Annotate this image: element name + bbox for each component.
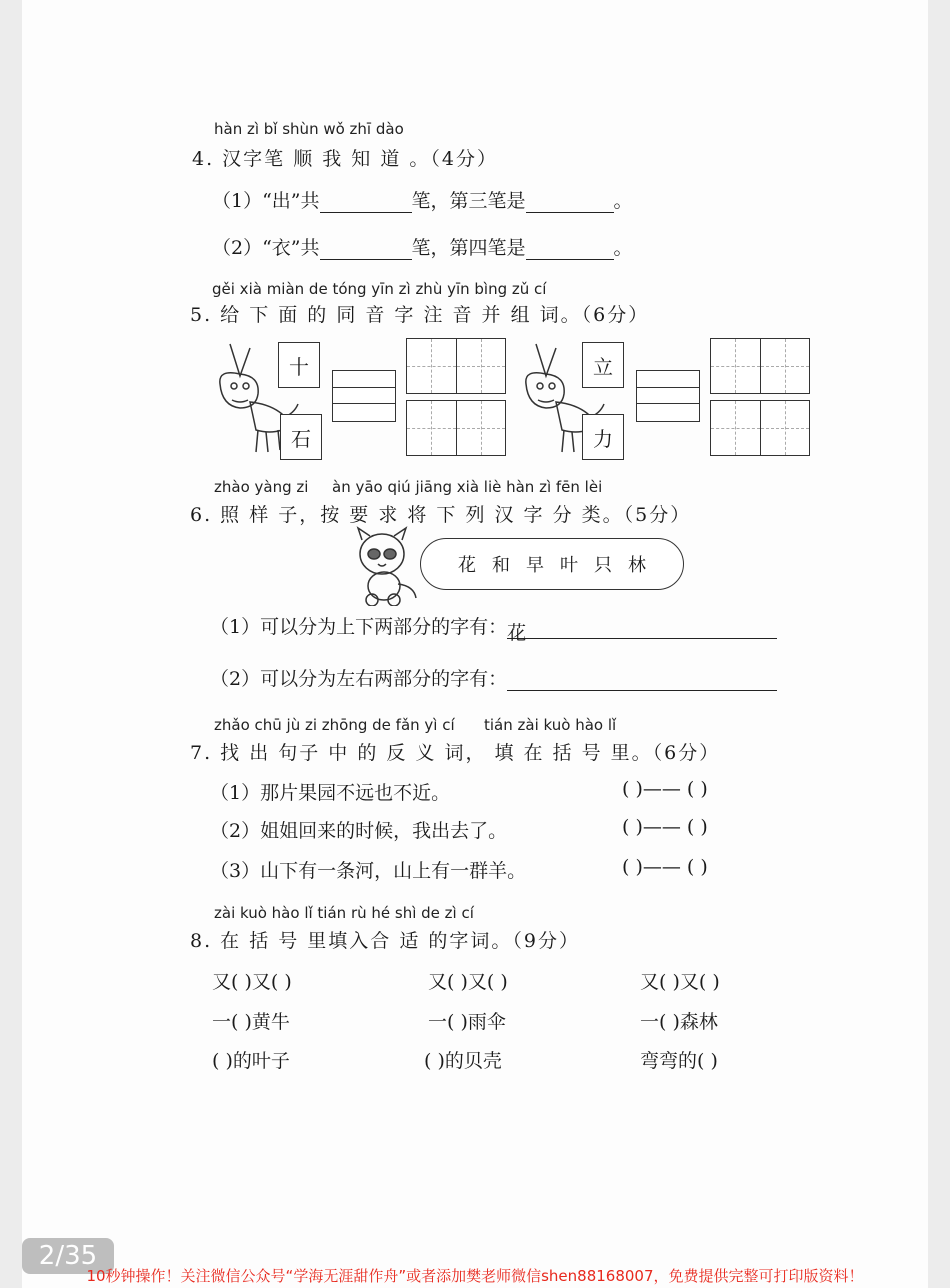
q7-item-2: （2）姐姐回来的时候，我出去了。 — [210, 820, 508, 842]
q8-row2-3[interactable]: 一( )森林 — [640, 1011, 718, 1033]
char-box-shi: 十 — [278, 342, 320, 388]
raccoon-illustration — [346, 526, 426, 606]
q8-row1-1[interactable]: 又( )又( ) — [212, 971, 292, 993]
q6-item-2-label: （2）可以分为左右两部分的字有： — [210, 668, 508, 690]
word-grid[interactable] — [710, 400, 810, 456]
q4-item-1-a: （1）“出”共 — [212, 190, 320, 212]
answer-blank[interactable] — [526, 239, 614, 260]
q6-pinyin-1: zhào yàng zi — [214, 478, 309, 496]
answer-blank[interactable] — [526, 192, 614, 213]
q8-row3-2[interactable]: ( )的贝壳 — [424, 1050, 502, 1072]
word-grid[interactable] — [710, 338, 810, 394]
char-box-shi-stone: 石 — [280, 414, 322, 460]
q7-item-3: （3）山下有一条河，山上有一群羊。 — [210, 860, 527, 882]
q8-row1-3[interactable]: 又( )又( ) — [640, 971, 720, 993]
q4-item-2-c: 。 — [613, 237, 633, 259]
q8-pinyin: zài kuò hào lǐ tián rù hé shì de zì cí — [214, 904, 474, 922]
pinyin-answer-box[interactable] — [332, 370, 396, 422]
q4-item-1-b: 笔，第三笔是 — [411, 190, 526, 212]
answer-blank[interactable] — [320, 192, 412, 213]
q4-item-2-a: （2）“衣”共 — [212, 237, 320, 259]
q6-example-char: 花 — [507, 622, 527, 644]
q5-pinyin: gěi xià miàn de tóng yīn zì zhù yīn bìng zǔ cí — [212, 280, 547, 298]
q6-answer-line-1[interactable] — [507, 618, 777, 644]
q6-title: 6. 照 样 子，按 要 求 将 下 列 汉 字 分 类。（5分） — [190, 504, 692, 526]
q8-title: 8. 在 括 号 里填入合 适 的字词。（9分） — [190, 930, 580, 952]
q6-item-1-label: （1）可以分为上下两部分的字有： — [210, 616, 508, 638]
answer-blank[interactable] — [320, 239, 412, 260]
q6-answer-line-2[interactable] — [507, 670, 777, 691]
q8-row3-1[interactable]: ( )的叶子 — [212, 1050, 290, 1072]
q4-pinyin: hàn zì bǐ shùn wǒ zhī dào — [214, 120, 404, 138]
word-grid[interactable] — [406, 400, 506, 456]
q4-item-2-b: 笔，第四笔是 — [411, 237, 526, 259]
q8-row2-2[interactable]: 一( )雨伞 — [428, 1011, 506, 1033]
q6-item-2 — [210, 664, 777, 691]
page-indicator: 2/35 — [22, 1238, 114, 1274]
pinyin-answer-box[interactable] — [636, 370, 700, 422]
q8-row3-3[interactable]: 弯弯的( ) — [640, 1050, 718, 1072]
word-grid[interactable] — [406, 338, 506, 394]
q7-title: 7. 找 出 句子 中 的 反 义 词， 填 在 括 号 里。（6分） — [190, 742, 721, 764]
q8-row2-1[interactable]: 一( )黄牛 — [212, 1011, 290, 1033]
q4-item-1-c: 。 — [613, 190, 633, 212]
q4-title: 4. 汉字笔 顺 我 知 道 。（4分） — [192, 148, 498, 170]
q7-item-1: （1）那片果园不远也不近。 — [210, 782, 451, 804]
footer-banner: 10秒钟操作！关注微信公众号“学海无涯甜作舟”或者添加樊老师微信shen88168007，免费提供完整可打印版资料！ — [86, 1267, 864, 1285]
character-bubble: 花和早叶只林 — [420, 538, 684, 590]
char-box-li: 立 — [582, 342, 624, 388]
q6-pinyin-2: àn yāo qiú jiāng xià liè hàn zì fēn lèi — [332, 478, 603, 496]
q7-answer-pair-3[interactable]: ( )—— ( ) — [622, 856, 708, 878]
q7-answer-pair-2[interactable]: ( )—— ( ) — [622, 816, 708, 838]
q7-answer-pair-1[interactable]: ( )—— ( ) — [622, 778, 708, 800]
q4-item-2 — [212, 233, 633, 260]
worksheet-page — [22, 0, 928, 1288]
q6-item-1 — [210, 612, 777, 644]
q7-pinyin-1: zhǎo chū jù zi zhōng de fǎn yì cí — [214, 716, 455, 734]
q8-row1-2[interactable]: 又( )又( ) — [428, 971, 508, 993]
q4-item-1 — [212, 186, 633, 213]
char-box-li-force: 力 — [582, 414, 624, 460]
q7-pinyin-2: tián zài kuò hào lǐ — [484, 716, 617, 734]
q5-title: 5. 给 下 面 的 同 音 字 注 音 并 组 词。（6分） — [190, 304, 650, 326]
